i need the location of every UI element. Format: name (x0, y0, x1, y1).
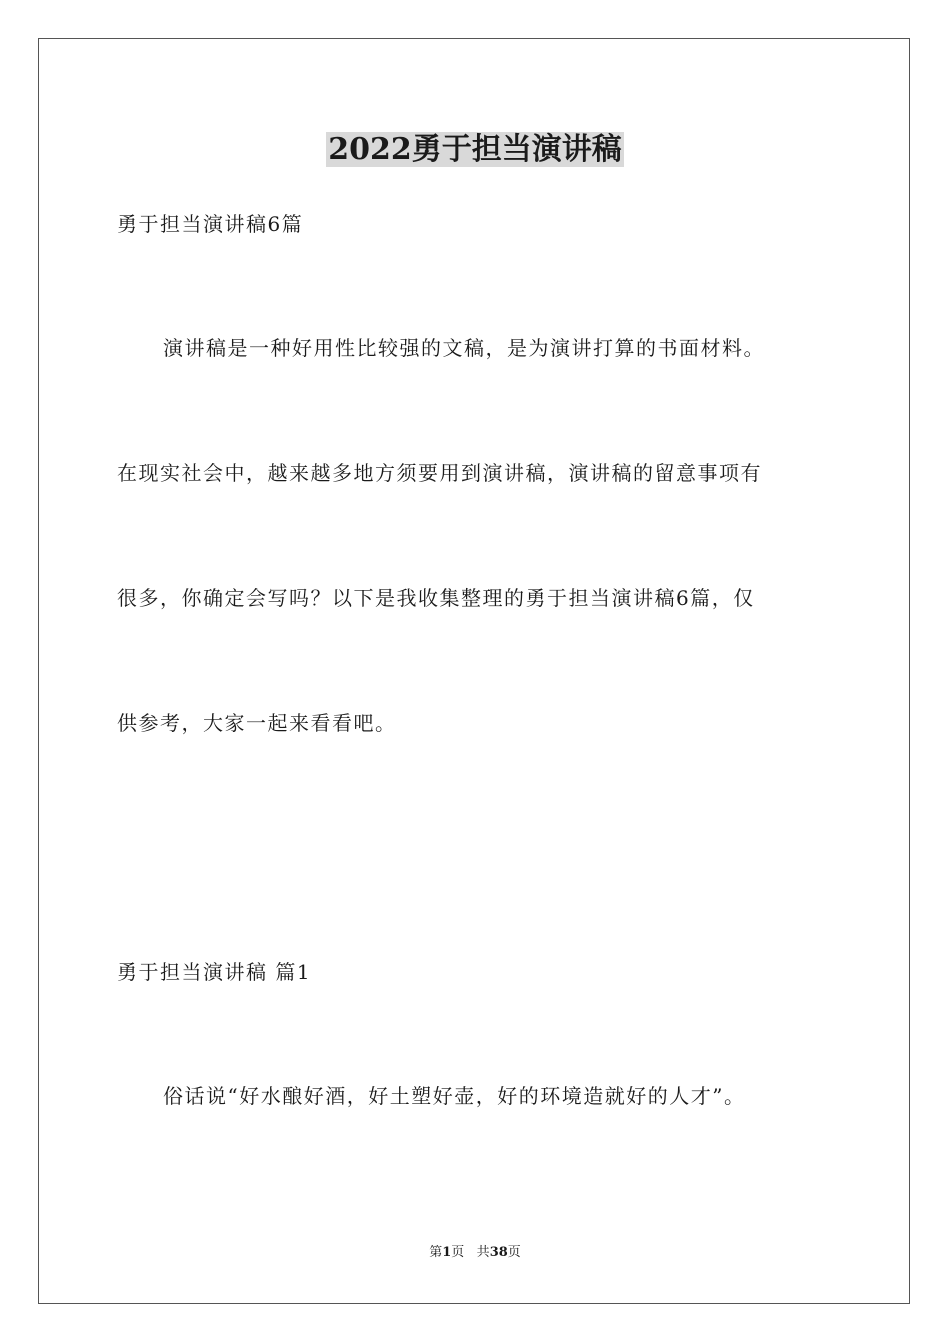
document-title-text: 2022勇于担当演讲稿 (328, 132, 622, 167)
section-heading: 勇于担当演讲稿 篇1 (117, 960, 312, 984)
section-paragraph-line: 俗话说“好水酿好酒，好土塑好壶，好的环境造就好的人才”。 (163, 1084, 746, 1108)
footer-total-number: 38 (489, 1245, 508, 1260)
footer-total-prefix: 共 (476, 1245, 490, 1260)
footer-total-suffix: 页 (507, 1245, 521, 1260)
intro-line-3: 很多，你确定会写吗？以下是我收集整理的勇于担当演讲稿6篇，仅 (117, 586, 755, 610)
document-subtitle: 勇于担当演讲稿6篇 (117, 212, 304, 236)
page-footer (0, 1244, 950, 1262)
intro-line-1: 演讲稿是一种好用性比较强的文稿，是为演讲打算的书面材料。 (163, 336, 765, 360)
footer-page-number: 1 (442, 1245, 452, 1260)
intro-line-4: 供参考，大家一起来看看吧。 (117, 711, 397, 735)
footer-page-prefix: 第 (429, 1245, 443, 1260)
footer-page-suffix: 页 (451, 1245, 465, 1260)
intro-line-2: 在现实社会中，越来越多地方须要用到演讲稿，演讲稿的留意事项有 (117, 461, 762, 485)
document-title (0, 128, 950, 172)
